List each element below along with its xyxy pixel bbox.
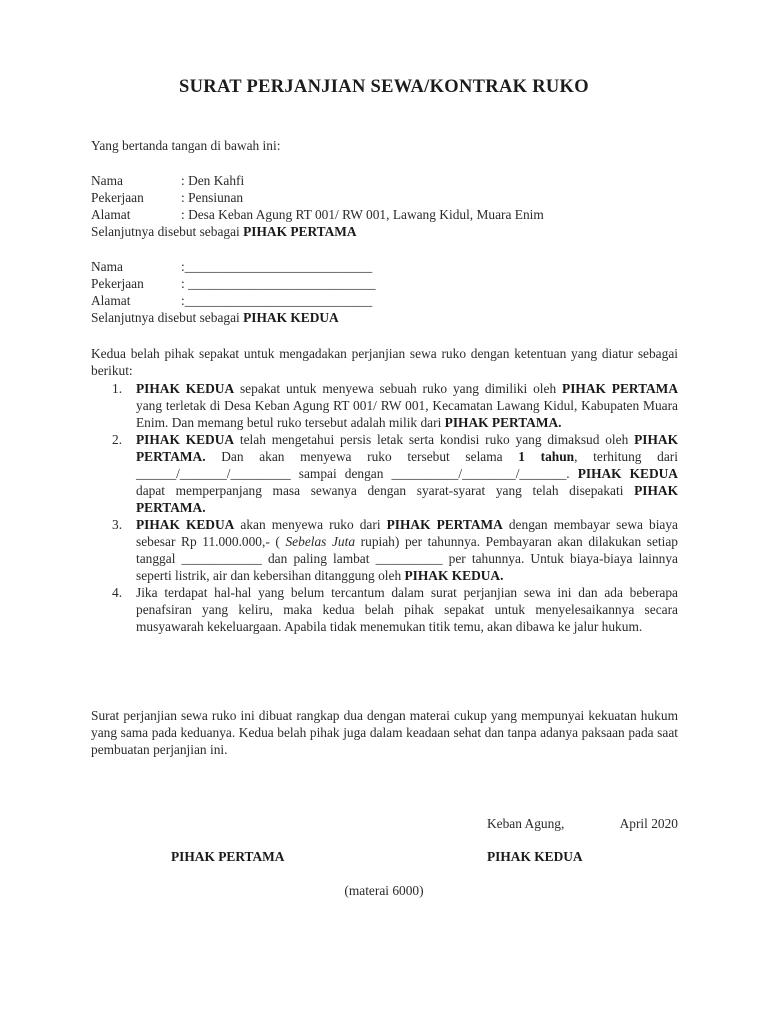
designation-prefix: Selanjutnya disebut sebagai <box>91 310 244 325</box>
term-bold: PIHAK KEDUA <box>136 432 235 447</box>
signature-label-pihak-kedua: PIHAK KEDUA <box>487 849 583 864</box>
document-title: SURAT PERJANJIAN SEWA/KONTRAK RUKO <box>179 77 589 97</box>
term-text: akan menyewa ruko dari <box>234 517 387 532</box>
designation-name: PIHAK KEDUA <box>243 310 339 325</box>
term-italic: Sebelas Juta <box>285 534 356 549</box>
term-text: yang terletak di Desa Keban Agung RT 001/ RW 001, Kecamatan Lawang Kidul, Kabupaten Muara Enim. Dan memang betul ruko tersebut adalah milik dari <box>136 398 678 430</box>
party-kedua-address-row <box>91 292 691 309</box>
party-kedua-name-row <box>91 258 691 275</box>
place-date-line <box>487 815 678 832</box>
term-text: rupiah) per tahunnya. Pembayaran akan dilakukan setiap tanggal ____________ dan paling lambat __________ per tahunnya. Untuk biaya-biaya lainnya seperti listrik, air dan kebersihan ditanggung oleh <box>136 534 678 583</box>
signature-label-pihak-pertama: PIHAK PERTAMA <box>171 849 285 864</box>
term-bold: PIHAK KEDUA. <box>404 568 504 583</box>
name-blank: :____________________________ <box>181 259 373 274</box>
term-bold: 1 tahun <box>518 449 575 464</box>
term-text: dapat memperpanjang masa sewanya dengan syarat-syarat yang telah disepakati <box>136 483 635 498</box>
term-bold: PIHAK PERTAMA. <box>136 483 678 515</box>
term-number: 2. <box>112 432 123 447</box>
term-text: Dan akan menyewa ruko tersebut selama <box>205 449 519 464</box>
intro-text: Yang bertanda tangan di bawah ini: <box>91 138 281 153</box>
term-bold: PIHAK PERTAMA. <box>136 432 678 464</box>
term-text: sepakat untuk menyewa sebuah ruko yang dimiliki oleh <box>234 381 563 396</box>
date-text: April 2020 <box>619 816 678 831</box>
party-kedua-block <box>91 258 691 326</box>
job-value: : Pensiunan <box>181 190 244 205</box>
job-label: Pekerjaan <box>91 190 144 205</box>
terms-list <box>91 380 678 635</box>
name-value: : Den Kahfi <box>181 173 245 188</box>
term-text: telah mengetahui persis letak serta kondisi ruko yang dimaksud oleh <box>234 432 635 447</box>
job-label: Pekerjaan <box>91 276 144 291</box>
party-pertama-block <box>91 172 691 240</box>
address-label: Alamat <box>91 207 131 222</box>
party-pertama-name-row <box>91 172 691 189</box>
opening-paragraph: Kedua belah pihak sepakat untuk mengadakan perjanjian sewa ruko dengan ketentuan yang diatur sebagai berikut: <box>91 346 678 378</box>
term-text: Jika terdapat hal-hal yang belum tercantum dalam surat perjanjian sewa ini dan ada beberapa penafsiran yang keliru, maka kedua belah pihak sepakat untuk menyelesaikannya secara musyawarah kekeluargaan. Apabila tidak menemukan titik temu, akan dibawa ke jalur hukum. <box>136 585 678 634</box>
term-number: 1. <box>112 381 123 396</box>
term-bold: PIHAK KEDUA <box>136 381 235 396</box>
address-label: Alamat <box>91 293 131 308</box>
term-bold: PIHAK PERTAMA. <box>444 415 562 430</box>
name-label: Nama <box>91 259 123 274</box>
party-kedua-job-row <box>91 275 691 292</box>
party-pertama-job-row <box>91 189 691 206</box>
party-pertama-address-row <box>91 206 691 223</box>
term-number: 3. <box>112 517 123 532</box>
term-item-3 <box>91 516 678 584</box>
term-item-4 <box>91 584 678 635</box>
address-blank: :____________________________ <box>181 293 373 308</box>
term-bold: PIHAK KEDUA <box>577 466 678 481</box>
term-number: 4. <box>112 585 123 600</box>
term-bold: PIHAK KEDUA <box>136 517 235 532</box>
stamp-duty-note: (materai 6000) <box>344 883 424 898</box>
address-value: : Desa Keban Agung RT 001/ RW 001, Lawang Kidul, Muara Enim <box>181 207 544 222</box>
closing-paragraph: Surat perjanjian sewa ruko ini dibuat rangkap dua dengan materai cukup yang mempunyai kekuatan hukum yang sama pada keduanya. Kedua belah pihak juga dalam keadaan sehat dan tanpa adanya paksaan pada saat pembuatan perjanjian ini. <box>91 708 678 757</box>
party-kedua-designation <box>91 309 691 326</box>
term-bold: PIHAK PERTAMA <box>386 517 503 532</box>
term-item-1 <box>91 380 678 431</box>
term-text: dengan membayar sewa biaya sebesar Rp 11.000.000,- ( <box>136 517 679 549</box>
place-text: Keban Agung, <box>487 816 565 831</box>
name-label: Nama <box>91 173 123 188</box>
term-text: , terhitung dari ______/_______/_________ sampai dengan __________/________/_______. <box>136 449 678 481</box>
designation-prefix: Selanjutnya disebut sebagai <box>91 224 244 239</box>
designation-name: PIHAK PERTAMA <box>243 224 357 239</box>
party-pertama-designation <box>91 223 691 240</box>
term-bold: PIHAK PERTAMA <box>562 381 678 396</box>
term-item-2 <box>91 431 678 516</box>
job-blank: : ____________________________ <box>181 276 376 291</box>
